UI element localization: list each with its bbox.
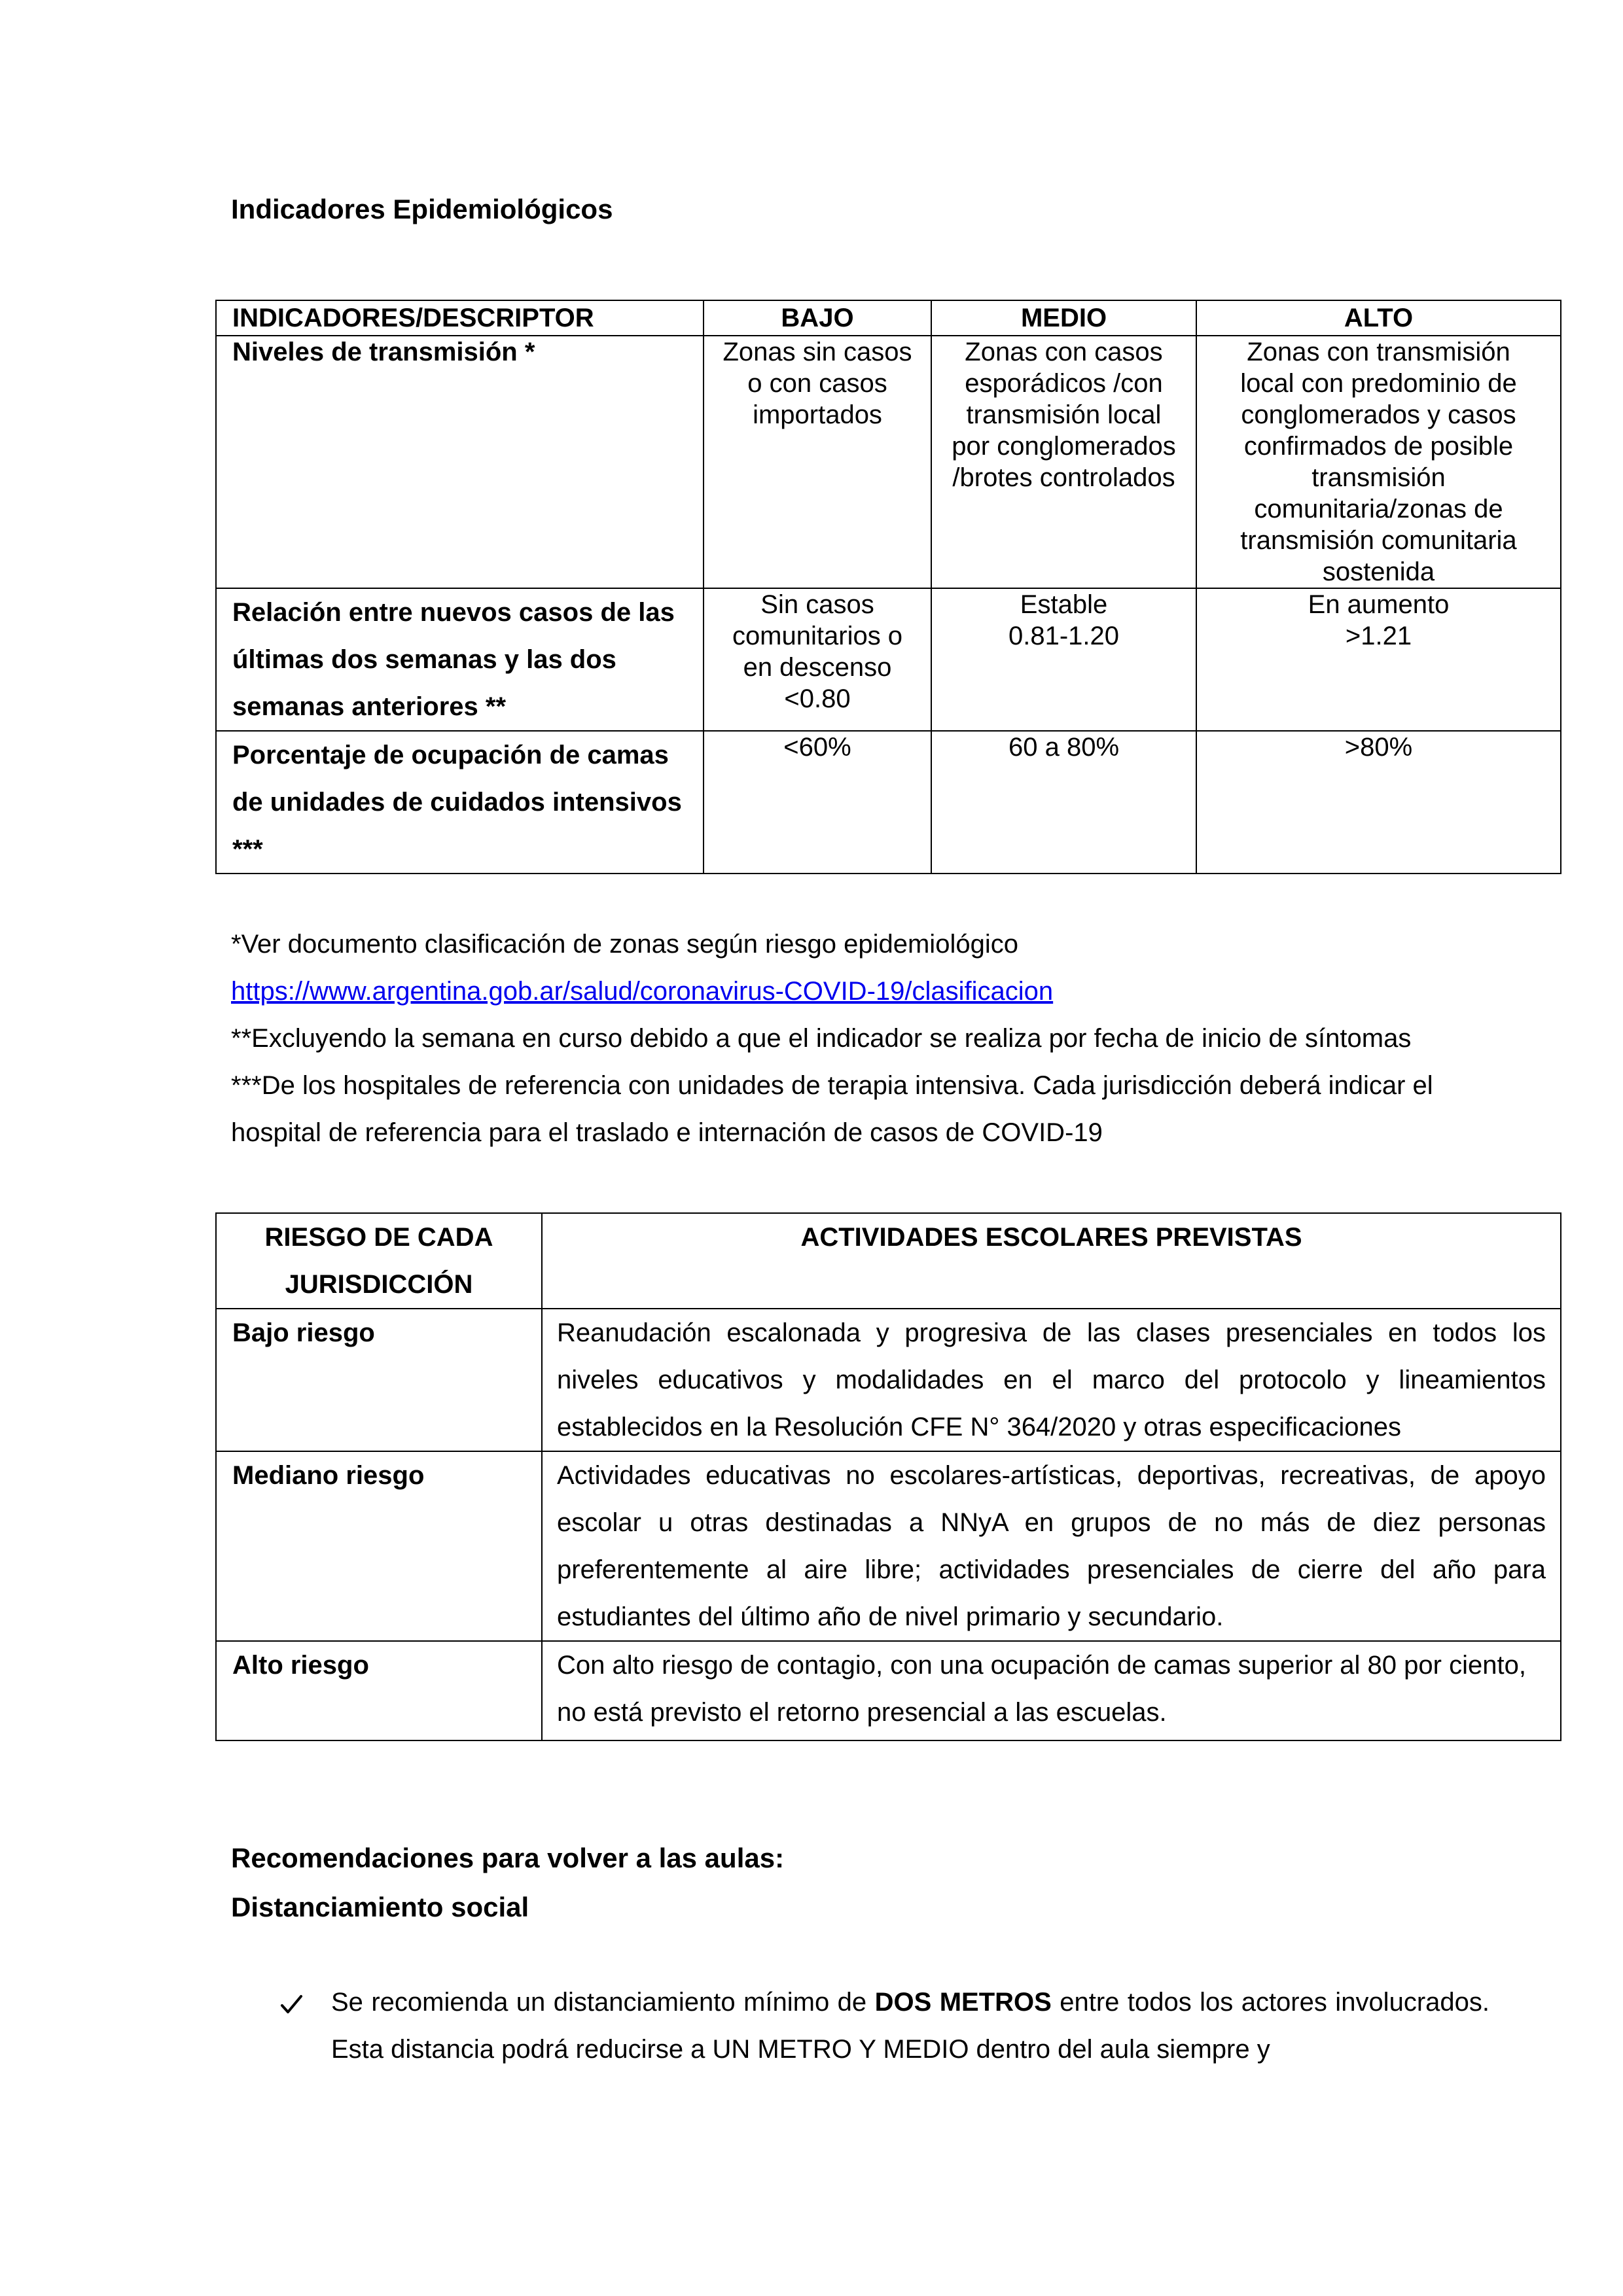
cell-alto — [1196, 731, 1561, 874]
cell-line: Estable — [1020, 590, 1108, 619]
cell-alto — [1196, 336, 1561, 588]
footnote-3-line-1: ***De los hospitales de referencia con unidades de terapia intensiva. Cada jurisdicción deberá indicar el — [231, 1071, 1433, 1100]
distancing-title: Distanciamiento social — [231, 1892, 529, 1922]
header-alto: ALTO — [1196, 300, 1561, 336]
header-actividades: ACTIVIDADES ESCOLARES PREVISTAS — [542, 1213, 1561, 1309]
cell-alto — [1196, 588, 1561, 731]
cell-line: confirmados de posible — [1243, 432, 1514, 461]
activity-row-alto — [216, 1641, 1561, 1740]
risk-label: Bajo riesgo — [216, 1309, 542, 1451]
cell-line: En aumento — [1308, 590, 1450, 619]
cell-bajo — [704, 336, 931, 588]
cell-line: 0.81-1.20 — [1008, 622, 1120, 650]
distancing-bullet — [331, 1979, 1489, 2073]
cell-line: >1.21 — [1345, 622, 1412, 650]
cell-line: transmisión local — [966, 400, 1162, 429]
activity-description: Actividades educativas no escolares-artísticas, deportivas, recreativas, de apoyo escolar u otras destinadas a NNyA en grupos de no más de diez personas preferentemente al aire libre; actividades presenciales de cierre del año para estudiantes del último año de nivel primario y secundario. — [542, 1451, 1561, 1641]
header-medio: MEDIO — [931, 300, 1196, 336]
check-mark-icon — [278, 1992, 304, 2018]
cell-bajo — [704, 588, 931, 731]
activity-description: Reanudación escalonada y progresiva de las clases presenciales en todos los niveles educativos y modalidades en el marco del protocolo y lineamientos establecidos en la Resolución CFE N° 364/2020 y otras especificaciones — [542, 1309, 1561, 1451]
header-riesgo: RIESGO DE CADA JURISDICCIÓN — [216, 1213, 542, 1309]
activity-description: Con alto riesgo de contagio, con una ocupación de camas superior al 80 por ciento, no está previsto el retorno presencial a las escuelas. — [542, 1641, 1561, 1740]
cell-line: 60 a 80% — [1008, 733, 1120, 762]
activity-row-bajo — [216, 1309, 1561, 1451]
header-bajo: BAJO — [704, 300, 931, 336]
cell-line: importados — [753, 400, 882, 429]
indicator-row-transmision — [216, 336, 1561, 588]
indicators-header-row — [216, 300, 1561, 336]
cell-medio — [931, 731, 1196, 874]
activity-row-mediano — [216, 1451, 1561, 1641]
row-label: Porcentaje de ocupación de camas de unidades de cuidados intensivos *** — [216, 731, 704, 874]
cell-line: comunitaria/zonas de — [1254, 495, 1503, 523]
cell-line: en descenso — [743, 653, 892, 682]
footnote-2: **Excluyendo la semana en curso debido a que el indicador se realiza por fecha de inicio de síntomas — [231, 1024, 1412, 1053]
indicator-row-relacion — [216, 588, 1561, 731]
cell-line: >80% — [1344, 733, 1413, 762]
recommendations-title: Recomendaciones para volver a las aulas: — [231, 1843, 785, 1873]
cell-line: Zonas con casos — [965, 338, 1163, 366]
footnote-3-line-2: hospital de referencia para el traslado e internación de casos de COVID-19 — [231, 1118, 1103, 1147]
section-title: Indicadores Epidemiológicos — [231, 194, 613, 224]
cell-line: por conglomerados — [952, 432, 1176, 461]
cell-line: comunitarios o — [732, 622, 903, 650]
cell-line: transmisión — [1311, 463, 1446, 492]
cell-line: Zonas sin casos — [722, 338, 912, 366]
cell-line: Sin casos — [760, 590, 874, 619]
activities-header-row — [216, 1213, 1561, 1309]
cell-line: local con predominio de — [1240, 369, 1517, 398]
footnotes — [231, 921, 1433, 1156]
risk-label: Mediano riesgo — [216, 1451, 542, 1641]
cell-medio — [931, 336, 1196, 588]
bullet-text-after: entre todos los actores involucrados. Esta distancia podrá reducirse a UN METRO Y MEDIO dentro del aula siempre y — [331, 1988, 1489, 2064]
cell-line: <60% — [783, 733, 851, 762]
cell-line: /brotes controlados — [952, 463, 1175, 492]
row-label: Relación entre nuevos casos de las últimas dos semanas y las dos semanas anteriores ** — [216, 588, 704, 731]
cell-line: conglomerados y casos — [1241, 400, 1516, 429]
cell-line: o con casos — [747, 369, 887, 398]
footnote-1: *Ver documento clasificación de zonas según riesgo epidemiológico — [231, 930, 1018, 959]
cell-line: esporádicos /con — [965, 369, 1163, 398]
cell-line: Zonas con transmisión — [1247, 338, 1510, 366]
indicator-row-ocupacion — [216, 731, 1561, 874]
cell-line: sostenida — [1322, 557, 1435, 586]
clasificacion-link[interactable]: https://www.argentina.gob.ar/salud/coronavirus-COVID-19/clasificacion — [231, 977, 1054, 1006]
bullet-text-bold: DOS METROS — [874, 1988, 1052, 2017]
bullet-text-before: Se recomienda un distanciamiento mínimo de — [331, 1988, 867, 2017]
activities-table — [215, 1212, 1561, 1741]
header-indicadores: INDICADORES/DESCRIPTOR — [216, 300, 704, 336]
cell-medio — [931, 588, 1196, 731]
cell-line: <0.80 — [784, 684, 851, 713]
indicators-table — [215, 300, 1561, 874]
cell-bajo — [704, 731, 931, 874]
cell-line: transmisión comunitaria — [1240, 526, 1517, 555]
risk-label: Alto riesgo — [216, 1641, 542, 1740]
row-label: Niveles de transmisión * — [216, 336, 704, 588]
